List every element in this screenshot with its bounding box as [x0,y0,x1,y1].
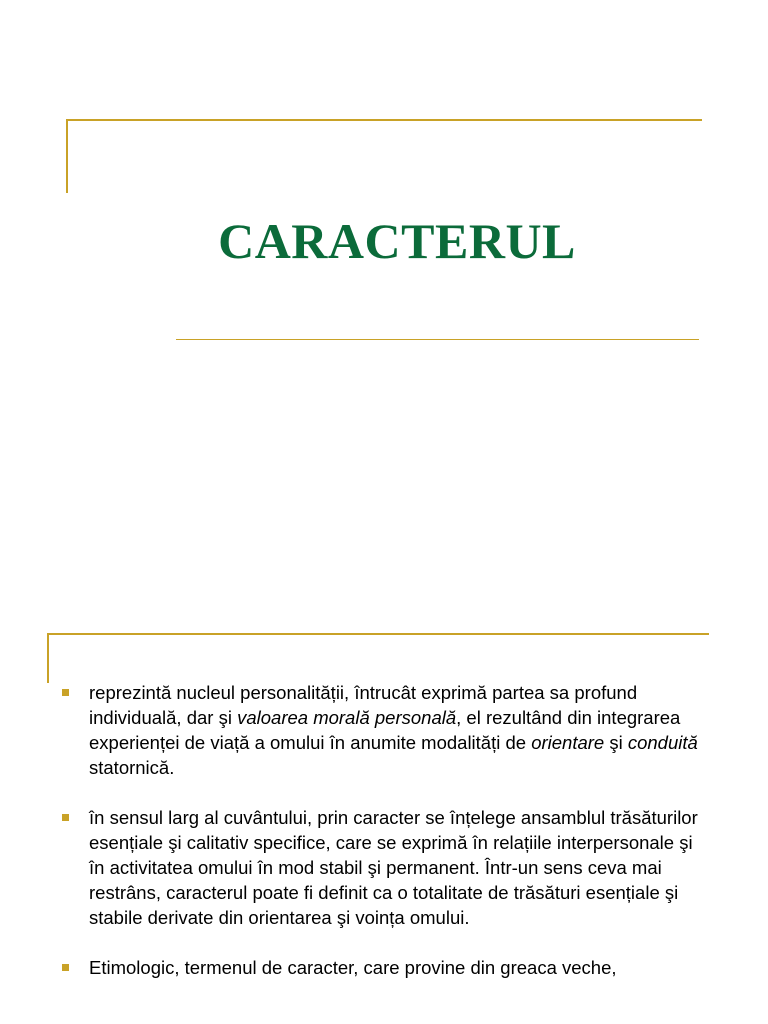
frame-left-rule [47,633,49,683]
bullet-text: Etimologic, termenul de caracter, care provine din greaca veche, [89,957,617,978]
italic-run: conduită [627,732,698,753]
list-item [60,805,710,930]
square-bullet-icon [62,814,69,821]
text-run: şi [604,732,628,753]
frame-left-rule [66,119,68,193]
list-item [60,680,710,780]
bullet-text [89,682,698,778]
italic-run: orientare [531,732,605,753]
list-item [60,955,710,980]
content-slide [0,576,768,1024]
square-bullet-icon [62,689,69,696]
square-bullet-icon [62,964,69,971]
text-run: statornică. [89,757,175,778]
title-underline-rule [176,339,699,340]
text-run: , el rezultând din integrarea experienței de viață a omului în anumite modalități de [89,707,681,753]
bullet-list [60,680,710,1005]
frame-top-rule [66,119,702,121]
slide-title: CARACTERUL [218,213,576,269]
text-run: reprezintă nucleul personalității, întrucât exprimă partea sa profund individuală, dar şi [89,682,638,728]
frame-top-rule [47,633,709,635]
bullet-text: în sensul larg al cuvântului, prin caracter se înțelege ansamblul trăsăturilor esențiale şi calitativ specifice, care se exprimă în relațiile interpersonale şi în activitatea omului în mod stabil şi permanent. Într-un sens ceva mai restrâns, caracterul poate fi definit ca o totalitate de trăsături esențiale şi stabile derivate din orientarea şi voința omului. [89,807,698,928]
italic-run: valoarea morală personală [237,707,457,728]
